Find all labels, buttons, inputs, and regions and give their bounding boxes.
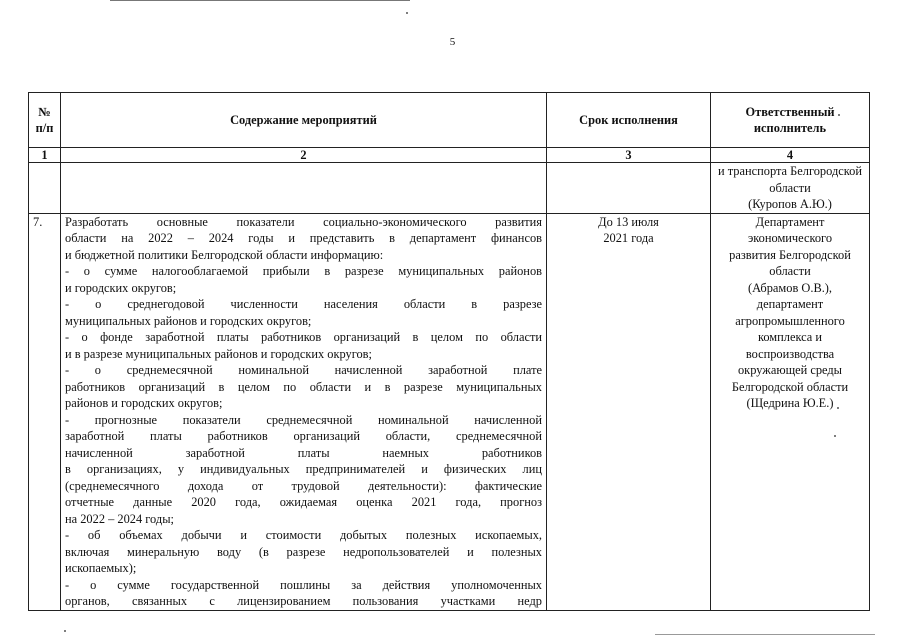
responsible-line: агропромышленного	[735, 313, 845, 328]
content-line: на 2022 – 2024 годы;	[65, 511, 174, 526]
item-content	[61, 213, 547, 610]
content-line: (среднемесячного дохода от трудовой деятельности): фактические	[65, 478, 542, 493]
responsible-line: Белгородской области	[731, 379, 849, 394]
scan-speck	[64, 630, 66, 632]
content-line: - о фонде заработной платы работников организаций в целом по области	[65, 330, 542, 344]
page-number: 5	[449, 36, 456, 48]
scan-bottom-rule	[655, 634, 875, 635]
continued-responsible-line: области	[769, 180, 811, 195]
deadline-line: До 13 июля	[598, 214, 659, 229]
content-line: работников организаций в целом по области и в разрезе муниципальных	[65, 379, 542, 394]
content-line: в организациях, у индивидуальных предпринимателей и физических лиц	[65, 462, 542, 476]
continued-number	[29, 163, 61, 214]
responsible-line: департамент	[756, 297, 824, 311]
scan-top-rule	[110, 0, 410, 1]
content-line: ископаемых);	[65, 561, 137, 575]
scan-speck	[406, 12, 408, 14]
scan-speck	[837, 407, 839, 409]
continued-deadline	[547, 163, 711, 214]
header-number-line-1: №	[38, 104, 51, 119]
content-line: - о сумме налогооблагаемой прибыли в разрезе муниципальных районов	[65, 264, 542, 278]
content-line: - прогнозные показатели среднемесячной номинальной начисленной	[65, 412, 542, 427]
content-line: - о среднегодовой численности населения области в разрезе	[65, 297, 542, 311]
content-line: области на 2022 – 2024 годы и представить в департамент финансов	[65, 231, 542, 245]
header-number-line-2: п/п	[35, 121, 54, 135]
responsible-line: области	[769, 264, 811, 278]
continued-responsible	[711, 163, 870, 214]
content-line: и городских округов;	[65, 280, 177, 295]
responsible-line: (Щедрина Ю.Е.)	[746, 396, 834, 410]
continued-responsible-line: и транспорта Белгородской	[718, 164, 862, 178]
content-line: органов, связанных с лицензированием пользования участками недр	[65, 594, 542, 608]
content-line: - о сумме государственной пошлины за действия уполномоченных	[65, 577, 542, 592]
column-index-1: 1	[29, 148, 61, 163]
content-line: начисленной заработной платы наемных работников	[65, 445, 542, 460]
deadline-line: 2021 года	[603, 231, 654, 245]
content-line: заработной платы работников организаций области, среднемесячной	[65, 429, 542, 443]
header-content: Содержание мероприятий	[61, 93, 547, 148]
header-responsible-line-2: исполнитель	[753, 121, 827, 135]
column-index-2: 2	[61, 148, 547, 163]
content-line: районов и городских округов;	[65, 396, 223, 410]
column-index-4: 4	[711, 148, 870, 163]
continued-content	[61, 163, 547, 214]
responsible-line: окружающей среды	[737, 363, 843, 377]
header-number	[29, 93, 61, 148]
item-responsible	[711, 213, 870, 610]
scan-speck	[834, 435, 836, 437]
item-deadline	[547, 213, 711, 610]
table-row-item-7	[29, 213, 870, 610]
header-deadline: Срок исполнения	[547, 93, 711, 148]
responsible-line: развития Белгородской	[729, 247, 851, 262]
scan-speck	[838, 114, 840, 116]
column-index-row	[29, 148, 870, 163]
content-line: и в разрезе муниципальных районов и городских округов;	[65, 346, 372, 361]
action-plan-table	[28, 92, 870, 611]
content-line: - о среднемесячной номинальной начисленной заработной плате	[65, 363, 542, 377]
continued-responsible-line: (Куропов А.Ю.)	[748, 197, 832, 211]
table-header-row	[29, 93, 870, 148]
header-responsible	[711, 93, 870, 148]
column-index-3: 3	[547, 148, 711, 163]
responsible-line: (Абрамов О.В.),	[747, 280, 833, 295]
content-line: отчетные данные 2020 года, ожидаемая оценка 2021 года, прогноз	[65, 495, 542, 509]
content-line: включая минеральную воду (в разрезе недропользователей и полезных	[65, 544, 542, 559]
item-number: 7.	[29, 213, 61, 610]
responsible-line: Департамент экономического	[747, 214, 833, 245]
content-line: - об объемах добычи и стоимости добытых полезных ископаемых,	[65, 528, 542, 542]
content-line: и бюджетной политики Белгородской области информацию:	[65, 247, 384, 262]
header-responsible-line-1: Ответственный	[745, 104, 835, 119]
content-line: муниципальных районов и городских округов;	[65, 313, 312, 328]
content-line: Разработать основные показатели социально-экономического развития	[65, 214, 542, 229]
responsible-line: комплекса и воспроизводства	[745, 330, 835, 361]
table-row-continued	[29, 163, 870, 214]
